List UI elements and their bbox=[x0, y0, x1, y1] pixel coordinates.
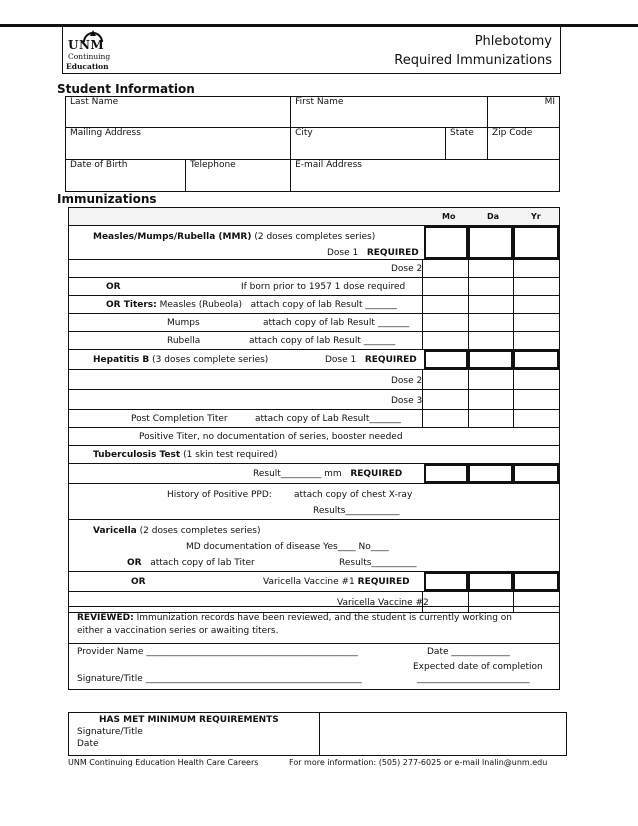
email-field[interactable] bbox=[291, 160, 560, 192]
last-name-field[interactable] bbox=[66, 97, 291, 128]
hepb-dose2-date-cells[interactable] bbox=[422, 370, 559, 389]
md-documentation: MD documentation of disease Yes____ No____ bbox=[186, 542, 389, 552]
titers-mumps-row bbox=[69, 314, 559, 332]
telephone-label: Telephone bbox=[190, 160, 236, 170]
var-vaccine1-date-cells[interactable] bbox=[422, 572, 559, 591]
var-vaccine1-label: Varicella Vaccine #1 bbox=[263, 577, 355, 587]
telephone-field[interactable] bbox=[186, 160, 291, 192]
positive-titer-text: Positive Titer, no documentation of series, booster needed bbox=[139, 432, 403, 442]
tb-result-row bbox=[69, 464, 559, 484]
mmr-or-date-cells[interactable] bbox=[422, 278, 559, 295]
tb-required: REQUIRED bbox=[350, 469, 403, 479]
state-label: State bbox=[450, 128, 474, 138]
var-required: REQUIRED bbox=[357, 577, 410, 587]
tb-title-row bbox=[69, 446, 559, 464]
hepb-dose2-row bbox=[69, 370, 559, 390]
rubella-label: Rubella bbox=[167, 336, 201, 346]
last-name-label: Last Name bbox=[70, 97, 119, 107]
reviewed-text1: Immunization records have been reviewed, and the student is currently working on bbox=[136, 613, 512, 623]
reviewed-box bbox=[68, 606, 560, 690]
min-req-signature[interactable]: Signature/Title bbox=[77, 727, 143, 737]
tb-note: (1 skin test required) bbox=[183, 450, 278, 460]
var-vaccine2-label: Varicella Vaccine #2 bbox=[337, 598, 429, 608]
footer-right: For more information: (505) 277-6025 or e-mail lnalin@unm.edu bbox=[289, 758, 548, 767]
titers-measles-row bbox=[69, 296, 559, 314]
varicella-row bbox=[69, 520, 559, 572]
tb-title: Tuberculosis Test bbox=[93, 450, 181, 460]
ppd-results: Results____________ bbox=[313, 506, 400, 516]
ppd-row bbox=[69, 484, 559, 520]
rubella-date-cells[interactable] bbox=[422, 332, 559, 349]
city-label: City bbox=[295, 128, 313, 138]
mmr-dose1-label: Dose 1 bbox=[327, 248, 359, 258]
page-subtitle: Required Immunizations bbox=[394, 53, 552, 68]
post-titer-attach: attach copy of Lab Result_______ bbox=[255, 414, 401, 424]
measles-label: Measles (Rubeola) bbox=[159, 300, 243, 310]
email-label: E-mail Address bbox=[295, 160, 362, 170]
var-note: (2 doses completes series) bbox=[139, 526, 261, 536]
logo-line1: Continuing bbox=[68, 52, 111, 61]
mi-label: MI bbox=[544, 97, 555, 107]
var-title: Varicella bbox=[93, 526, 137, 536]
hepb-note: (3 doses complete series) bbox=[152, 355, 269, 365]
var-results: Results__________ bbox=[339, 558, 417, 568]
born-prior-text: If born prior to 1957 1 dose required bbox=[241, 282, 406, 292]
logo-line2: Education bbox=[66, 62, 109, 71]
unm-logo bbox=[62, 30, 132, 74]
signature-field[interactable]: Signature/Title ________________________________________________ bbox=[77, 674, 362, 684]
zip-field[interactable] bbox=[488, 128, 560, 160]
footer-left: UNM Continuing Education Health Care Careers bbox=[68, 758, 259, 767]
first-name-field[interactable] bbox=[291, 97, 488, 128]
student-info-table bbox=[65, 96, 560, 192]
logo-unm-text: UNM bbox=[68, 38, 105, 52]
post-titer-date-cells[interactable] bbox=[422, 410, 559, 427]
state-field[interactable] bbox=[446, 128, 488, 160]
hepb-dose1-row bbox=[69, 350, 559, 370]
mmr-required: REQUIRED bbox=[366, 248, 419, 258]
var-vaccine1-row bbox=[69, 572, 559, 592]
min-req-date[interactable]: Date bbox=[77, 739, 99, 749]
expected-completion-field[interactable]: _________________________ bbox=[417, 674, 530, 684]
mmr-dose2-date-cells[interactable] bbox=[422, 260, 559, 277]
hepb-dose3-label: Dose 3 bbox=[391, 396, 423, 406]
hepb-dose3-date-cells[interactable] bbox=[422, 390, 559, 409]
mmr-dose1-date-cells[interactable] bbox=[422, 226, 559, 259]
student-info-heading: Student Information bbox=[57, 82, 195, 96]
titers-rubella-row bbox=[69, 332, 559, 350]
page-title: Phlebotomy bbox=[474, 34, 552, 49]
hepb-dose1-label: Dose 1 bbox=[325, 355, 357, 365]
reviewed-divider bbox=[69, 643, 559, 644]
mi-field[interactable] bbox=[488, 97, 560, 128]
mailing-address-field[interactable] bbox=[66, 128, 291, 160]
immunizations-heading: Immunizations bbox=[57, 192, 157, 206]
min-requirements-divider bbox=[319, 713, 320, 755]
measles-date-cells[interactable] bbox=[422, 296, 559, 313]
hepb-post-titer-row bbox=[69, 410, 559, 428]
var-or-label: OR bbox=[127, 558, 142, 568]
var-vaccine-or: OR bbox=[131, 577, 146, 587]
or-label: OR bbox=[106, 282, 121, 292]
hepb-positive-titer-row bbox=[69, 428, 559, 446]
review-date-field[interactable]: Date _____________ bbox=[427, 647, 510, 657]
var-attach-titer: attach copy of lab Titer bbox=[150, 558, 255, 568]
zip-label: Zip Code bbox=[492, 128, 533, 138]
reviewed-label: REVIEWED: bbox=[77, 613, 134, 623]
mmr-note: (2 doses completes series) bbox=[254, 232, 376, 242]
hepb-dose2-label: Dose 2 bbox=[391, 376, 423, 386]
first-name-label: First Name bbox=[295, 97, 344, 107]
mmr-title: Measles/Mumps/Rubella (MMR) bbox=[93, 232, 252, 242]
ppd-history-label: History of Positive PPD: bbox=[167, 490, 272, 500]
mmr-dose1-row bbox=[69, 226, 559, 260]
rubella-attach: attach copy of lab Result _______ bbox=[249, 336, 396, 346]
expected-completion-label: Expected date of completion bbox=[413, 662, 543, 672]
or-titers-label: OR Titers: bbox=[106, 300, 157, 310]
tb-date-cells[interactable] bbox=[422, 464, 559, 483]
tb-result-label: Result_________ mm bbox=[253, 469, 342, 479]
reviewed-text2: either a vaccination series or awaiting titers. bbox=[77, 626, 279, 636]
ppd-attach: attach copy of chest X-ray bbox=[294, 490, 413, 500]
mailing-address-label: Mailing Address bbox=[70, 128, 141, 138]
measles-attach: attach copy of lab Result _______ bbox=[250, 300, 397, 310]
provider-name-field[interactable]: Provider Name _______________________________________________ bbox=[77, 647, 358, 657]
col-da: Da bbox=[487, 212, 500, 221]
min-requirements-box bbox=[68, 712, 567, 756]
mmr-dose2-label: Dose 2 bbox=[391, 264, 423, 274]
dob-field[interactable] bbox=[66, 160, 186, 192]
mumps-attach: attach copy of lab Result _______ bbox=[263, 318, 410, 328]
mumps-label: Mumps bbox=[167, 318, 200, 328]
city-field[interactable] bbox=[291, 128, 446, 160]
immunizations-table bbox=[68, 207, 560, 613]
post-titer-label: Post Completion Titer bbox=[131, 414, 228, 424]
min-requirements-title: HAS MET MINIMUM REQUIREMENTS bbox=[99, 715, 279, 725]
mumps-date-cells[interactable] bbox=[422, 314, 559, 331]
hepb-dose1-date-cells[interactable] bbox=[422, 350, 559, 369]
col-mo: Mo bbox=[442, 212, 456, 221]
hepb-required: REQUIRED bbox=[364, 355, 417, 365]
dob-label: Date of Birth bbox=[70, 160, 128, 170]
hepb-title: Hepatitis B bbox=[93, 355, 150, 365]
mmr-dose2-row bbox=[69, 260, 559, 278]
mmr-or-row bbox=[69, 278, 559, 296]
imm-header-row bbox=[69, 208, 559, 226]
hepb-dose3-row bbox=[69, 390, 559, 410]
col-yr: Yr bbox=[531, 212, 541, 221]
